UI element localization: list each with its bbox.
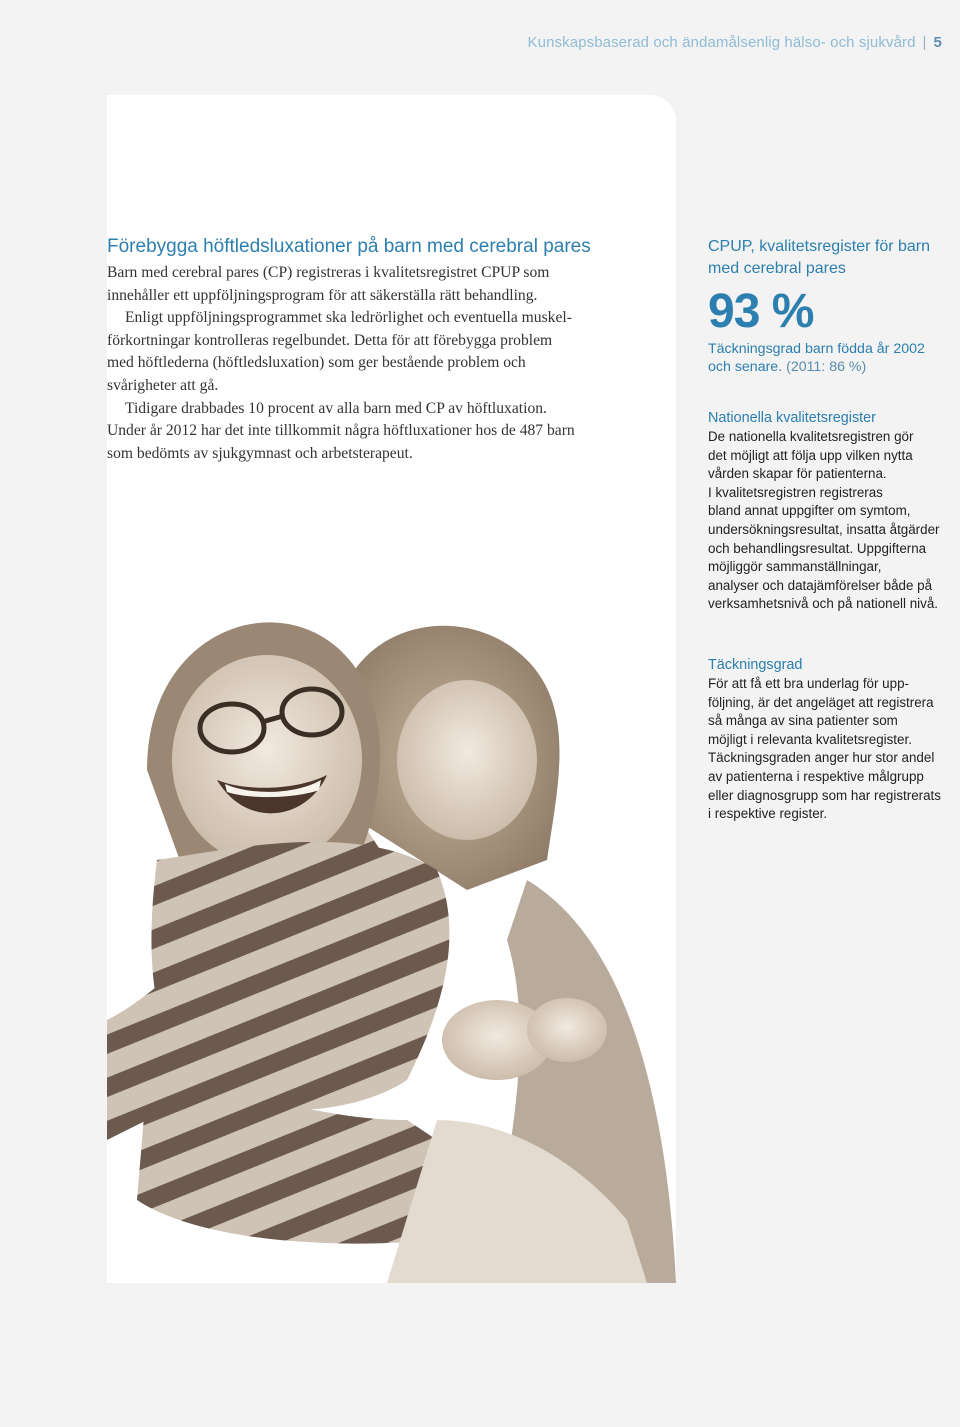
box-line: i respektive register. (708, 806, 828, 822)
stat-caption-line: och senare. (708, 359, 783, 375)
header-separator: | (922, 34, 927, 51)
coverage-info-box (708, 656, 960, 824)
box-line: så många av sina patienter som (708, 713, 898, 729)
body-line: innehåller ett uppföljningsprogram för att säkerställa rätt behandling. (107, 286, 538, 304)
box-line: bland annat uppgifter om symtom, (708, 503, 911, 519)
running-title: Kunskapsbaserad och ändamålsenlig hälso- och sjukvård (527, 34, 916, 51)
child-shirt (151, 842, 449, 1110)
stat-heading-line: CPUP, kvalitetsregister för barn (708, 238, 931, 255)
box-line: vården skapar för patienterna. (708, 466, 887, 482)
children-photo (107, 560, 676, 1283)
box-line: följning, är det angeläget att registrera (708, 694, 934, 710)
box-line: undersökningsresultat, insatta åtgärder (708, 521, 940, 537)
stat-caption-previous: (2011: 86 %) (786, 359, 867, 375)
girl-face (397, 680, 537, 840)
child-face (172, 655, 362, 865)
box-line: Täckningsgraden anger hur stor andel (708, 750, 935, 766)
article-title: Förebygga höftledsluxationer på barn med cerebral pares (107, 236, 591, 257)
box-line: det möjligt att följa upp vilken nytta (708, 447, 913, 463)
coverage-box-body (708, 675, 960, 824)
stat-value: 93 % (708, 285, 814, 338)
page-number: 5 (933, 34, 942, 51)
registry-box-body (708, 428, 960, 614)
body-line: som bedömts av sjukgymnast och arbetsterapeut. (107, 444, 413, 462)
box-line: analyser och datajämförelser både på (708, 577, 933, 593)
body-line: svårigheter att gå. (107, 376, 219, 394)
box-line: verksamhetsnivå och på nationell nivå. (708, 596, 939, 612)
box-line: För att få ett bra underlag för upp- (708, 676, 909, 691)
stat-caption (708, 340, 960, 376)
running-header (528, 34, 942, 51)
registry-info-box (708, 409, 960, 614)
box-line: möjligt i relevanta kvalitetsregister. (708, 731, 912, 747)
body-line: förkortningar kontrolleras regelbundet. Detta för att förebygga problem (107, 331, 553, 349)
box-line: I kvalitetsregistren registreras (708, 484, 883, 500)
body-line: Barn med cerebral pares (CP) registreras i kvalitetsregistret CPUP som (107, 264, 550, 281)
stat-heading-line: med cerebral pares (708, 260, 846, 277)
article-body (107, 262, 627, 465)
stat-caption-line: Täckningsgrad barn födda år 2002 (708, 341, 925, 357)
box-line: av patienterna i respektive målgrupp (708, 768, 924, 784)
box-line: De nationella kvalitetsregistren gör (708, 429, 914, 444)
stat-heading (708, 236, 960, 280)
box-line: eller diagnosgrupp som har registrerats (708, 787, 941, 803)
body-line: Tidigare drabbades 10 procent av alla barn med CP av höftluxation. (125, 399, 547, 417)
box-line: möjliggör sammanställningar, (708, 559, 882, 575)
coverage-box-title: Täckningsgrad (708, 657, 803, 673)
body-line: Enligt uppföljningsprogrammet ska ledrörlighet och eventuella muskel- (125, 309, 572, 327)
registry-box-title: Nationella kvalitetsregister (708, 410, 876, 426)
box-line: och behandlingsresultat. Uppgifterna (708, 540, 927, 556)
body-line: med höftlederna (höftledsluxation) som ger bestående problem och (107, 354, 526, 372)
cpup-stat-box (708, 236, 960, 376)
body-line: Under år 2012 har det inte tillkommit några höftluxationer hos de 487 barn (107, 422, 575, 440)
